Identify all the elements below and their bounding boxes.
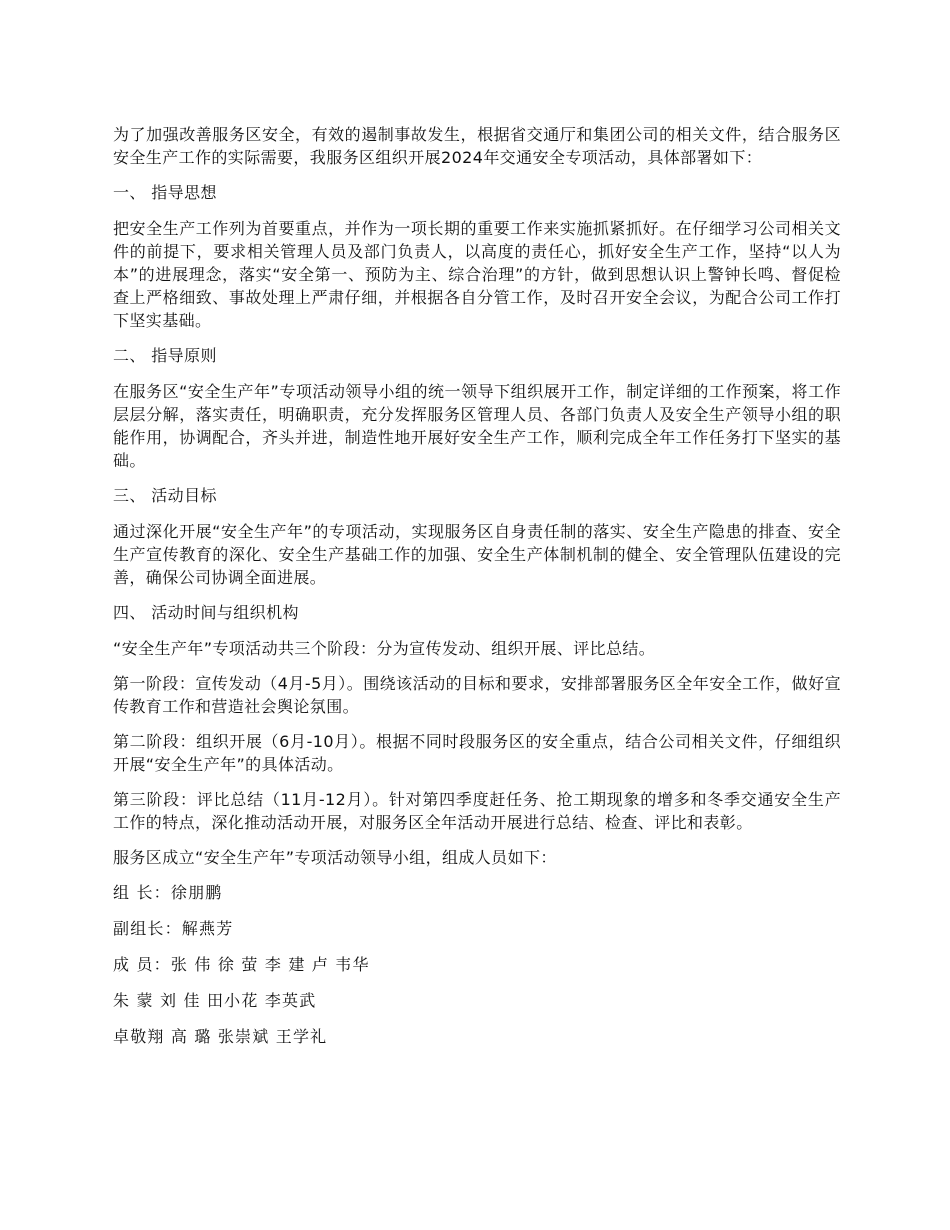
intro-paragraph: 为了加强改善服务区安全，有效的遏制事故发生，根据省交通厅和集团公司的相关文件，结合服务区安全生产工作的实际需要，我服务区组织开展2024年交通安全专项活动，具体部署如下： (113, 125, 841, 167)
activity-goal-paragraph: 通过深化开展“安全生产年”的专项活动，实现服务区自身责任制的落实、安全生产隐患的排查、安全生产宣传教育的深化、安全生产基础工作的加强、安全生产体制机制的健全、安全管理队伍建设的完善，确保公司协调全面进展。 (113, 522, 841, 587)
section-heading-activity-goal: 三、 活动目标 (113, 486, 217, 505)
leading-group-intro: 服务区成立“安全生产年”专项活动领导小组，组成人员如下： (113, 848, 557, 867)
guiding-principle-paragraph: 在服务区“安全生产年”专项活动领导小组的统一领导下组织展开工作，制定详细的工作预案，将工作层层分解，落实责任，明确职责，充分发挥服务区管理人员、各部门负责人及安全生产领导小组的职能作用，协调配合，齐头并进，制造性地开展好安全生产工作，顺利完成全年工作任务打下坚实的基础。 (113, 382, 841, 470)
group-leader-line: 组 长：徐朋鹏 (113, 883, 223, 902)
deputy-leader-line: 副组长：解燕芳 (113, 919, 234, 938)
section-heading-time-and-organization: 四、 活动时间与组织机构 (113, 603, 299, 622)
guiding-thought-paragraph: 把安全生产工作列为首要重点，并作为一项长期的重要工作来实施抓紧抓好。在仔细学习公司相关文件的前提下，要求相关管理人员及部门负责人，以高度的责任心，抓好安全生产工作，坚持“以人为本”的进展理念，落实“安全第一、预防为主、综合治理”的方针，做到思想认识上警钟长鸣、督促检查上严格细致、事故处理上严肃仔细，并根据各自分管工作，及时召开安全会议，为配合公司工作打下坚实基础。 (113, 219, 841, 330)
section-heading-guiding-thought: 一、 指导思想 (113, 183, 217, 202)
section-heading-guiding-principle: 二、 指导原则 (113, 346, 217, 365)
members-line: 成 员：张 伟 徐 萤 李 建 卢 韦华 (113, 955, 370, 974)
members-line: 朱 蒙 刘 佳 田小花 李英武 (113, 991, 317, 1010)
stage-two-paragraph: 第二阶段：组织开展（6月-10月）。根据不同时段服务区的安全重点，结合公司相关文件，仔细组织开展“安全生产年”的具体活动。 (113, 732, 841, 774)
document-page (113, 123, 841, 1061)
members-line: 卓敬翔 高 璐 张崇斌 王学礼 (113, 1027, 328, 1046)
stages-intro-paragraph: “安全生产年”专项活动共三个阶段：分为宣传发动、组织开展、评比总结。 (113, 639, 656, 658)
stage-one-paragraph: 第一阶段：宣传发动（4月-5月）。围绕该活动的目标和要求，安排部署服务区全年安全工作，做好宣传教育工作和营造社会舆论氛围。 (113, 674, 841, 716)
stage-three-paragraph: 第三阶段：评比总结（11月-12月）。针对第四季度赶任务、抢工期现象的增多和冬季交通安全生产工作的特点，深化推动活动开展，对服务区全年活动开展进行总结、检查、评比和表彰。 (113, 790, 841, 832)
